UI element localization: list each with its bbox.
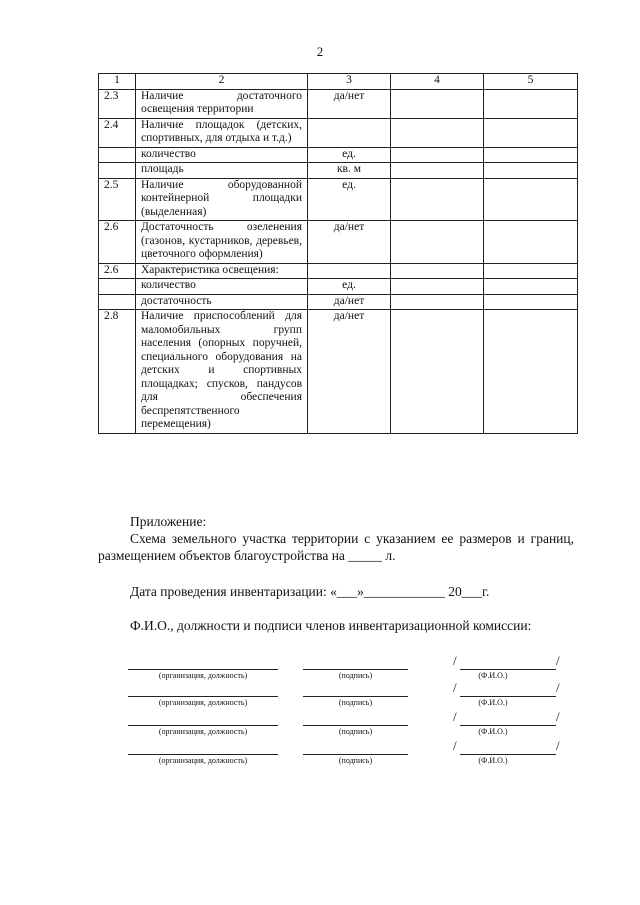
slash-mark: / xyxy=(453,653,457,668)
row-value-cell xyxy=(484,263,578,279)
slash-mark: / xyxy=(453,680,457,695)
org-line xyxy=(128,713,278,726)
header-cell: 1 xyxy=(99,74,136,90)
table-row xyxy=(99,221,578,264)
slash-mark: / xyxy=(453,738,457,753)
signature-row xyxy=(128,680,568,714)
row-number xyxy=(99,147,136,163)
signature-row xyxy=(128,738,568,772)
slash-mark: / xyxy=(556,680,560,695)
row-value-cell xyxy=(484,89,578,118)
row-value-cell xyxy=(391,279,484,295)
row-value-cell xyxy=(484,178,578,221)
table-row xyxy=(99,118,578,147)
signature-caption: (подпись) xyxy=(338,698,373,707)
fio-caption: (Ф.И.О.) xyxy=(478,756,508,765)
org-caption: (организация, должность) xyxy=(158,671,248,680)
table-row xyxy=(99,163,578,179)
appendix-text: Схема земельного участка территории с указанием ее размеров и границ, размещением объектов благоустройства на _____ л. xyxy=(98,531,574,563)
appendix-title: Приложение: xyxy=(130,514,207,529)
page-number: 2 xyxy=(316,44,324,59)
table-row xyxy=(99,89,578,118)
signature-line xyxy=(303,713,408,726)
row-indicator: Наличие достаточного освещения территории xyxy=(136,89,308,118)
row-number xyxy=(99,163,136,179)
row-indicator: Достаточность озеленения (газонов, кустарников, деревьев, цветочного оформления) xyxy=(136,221,308,264)
row-indicator: Характеристика освещения: xyxy=(136,263,308,279)
row-indicator: Наличие площадок (детских, спортивных, для отдыха и т.д.) xyxy=(136,118,308,147)
header-cell: 5 xyxy=(484,74,578,90)
row-number: 2.6 xyxy=(99,263,136,279)
row-unit: ед. xyxy=(308,147,391,163)
signature-row xyxy=(128,709,568,743)
row-unit xyxy=(308,263,391,279)
row-value-cell xyxy=(391,310,484,434)
row-value-cell xyxy=(391,89,484,118)
row-indicator: площадь xyxy=(136,163,308,179)
org-caption: (организация, должность) xyxy=(158,698,248,707)
row-indicator: достаточность xyxy=(136,294,308,310)
table-header-row xyxy=(99,74,578,90)
row-unit: да/нет xyxy=(308,310,391,434)
header-cell: 3 xyxy=(308,74,391,90)
inventory-date-line: Дата проведения инвентаризации: «___»____________ 20___г. xyxy=(130,584,490,599)
row-value-cell xyxy=(391,263,484,279)
row-value-cell xyxy=(391,147,484,163)
signature-line xyxy=(303,657,408,670)
row-number xyxy=(99,279,136,295)
signature-line xyxy=(303,742,408,755)
fio-caption: (Ф.И.О.) xyxy=(478,671,508,680)
row-value-cell xyxy=(484,118,578,147)
fio-line xyxy=(460,713,556,726)
row-unit: да/нет xyxy=(308,89,391,118)
row-value-cell xyxy=(391,221,484,264)
appendix-block xyxy=(98,513,574,564)
row-unit: ед. xyxy=(308,279,391,295)
row-unit: ед. xyxy=(308,178,391,221)
row-unit: да/нет xyxy=(308,294,391,310)
org-line xyxy=(128,684,278,697)
row-number: 2.6 xyxy=(99,221,136,264)
row-indicator: Наличие оборудованной контейнерной площадки (выделенная) xyxy=(136,178,308,221)
row-number xyxy=(99,294,136,310)
row-value-cell xyxy=(484,279,578,295)
row-value-cell xyxy=(484,310,578,434)
row-value-cell xyxy=(484,147,578,163)
header-cell: 2 xyxy=(136,74,308,90)
org-caption: (организация, должность) xyxy=(158,727,248,736)
table-row xyxy=(99,279,578,295)
row-unit: кв. м xyxy=(308,163,391,179)
signature-row xyxy=(128,653,568,687)
slash-mark: / xyxy=(556,738,560,753)
table-row xyxy=(99,147,578,163)
fio-caption: (Ф.И.О.) xyxy=(478,698,508,707)
slash-mark: / xyxy=(556,653,560,668)
row-indicator: количество xyxy=(136,279,308,295)
fio-line xyxy=(460,657,556,670)
signature-caption: (подпись) xyxy=(338,671,373,680)
row-number: 2.3 xyxy=(99,89,136,118)
signature-line xyxy=(303,684,408,697)
row-value-cell xyxy=(391,163,484,179)
row-value-cell xyxy=(484,163,578,179)
row-value-cell xyxy=(391,118,484,147)
table-row xyxy=(99,263,578,279)
slash-mark: / xyxy=(453,709,457,724)
table-row xyxy=(99,294,578,310)
org-caption: (организация, должность) xyxy=(158,756,248,765)
table-row xyxy=(99,178,578,221)
signature-caption: (подпись) xyxy=(338,727,373,736)
fio-caption: (Ф.И.О.) xyxy=(478,727,508,736)
row-indicator: Наличие приспособлений для маломобильных групп населения (опорных поручней, специального оборудования на детских и спортивных площадках; спусков, пандусов для обеспечения беспрепятственного перемещения) xyxy=(136,310,308,434)
fio-line xyxy=(460,742,556,755)
org-line xyxy=(128,742,278,755)
commission-line: Ф.И.О., должности и подписи членов инвентаризационной комиссии: xyxy=(130,618,532,633)
table-row xyxy=(99,310,578,434)
slash-mark: / xyxy=(556,709,560,724)
row-number: 2.5 xyxy=(99,178,136,221)
row-unit xyxy=(308,118,391,147)
fio-line xyxy=(460,684,556,697)
row-number: 2.8 xyxy=(99,310,136,434)
row-number: 2.4 xyxy=(99,118,136,147)
org-line xyxy=(128,657,278,670)
row-unit: да/нет xyxy=(308,221,391,264)
inventory-table xyxy=(98,73,578,434)
signature-caption: (подпись) xyxy=(338,756,373,765)
header-cell: 4 xyxy=(391,74,484,90)
row-value-cell xyxy=(391,294,484,310)
row-indicator: количество xyxy=(136,147,308,163)
row-value-cell xyxy=(484,294,578,310)
row-value-cell xyxy=(484,221,578,264)
row-value-cell xyxy=(391,178,484,221)
